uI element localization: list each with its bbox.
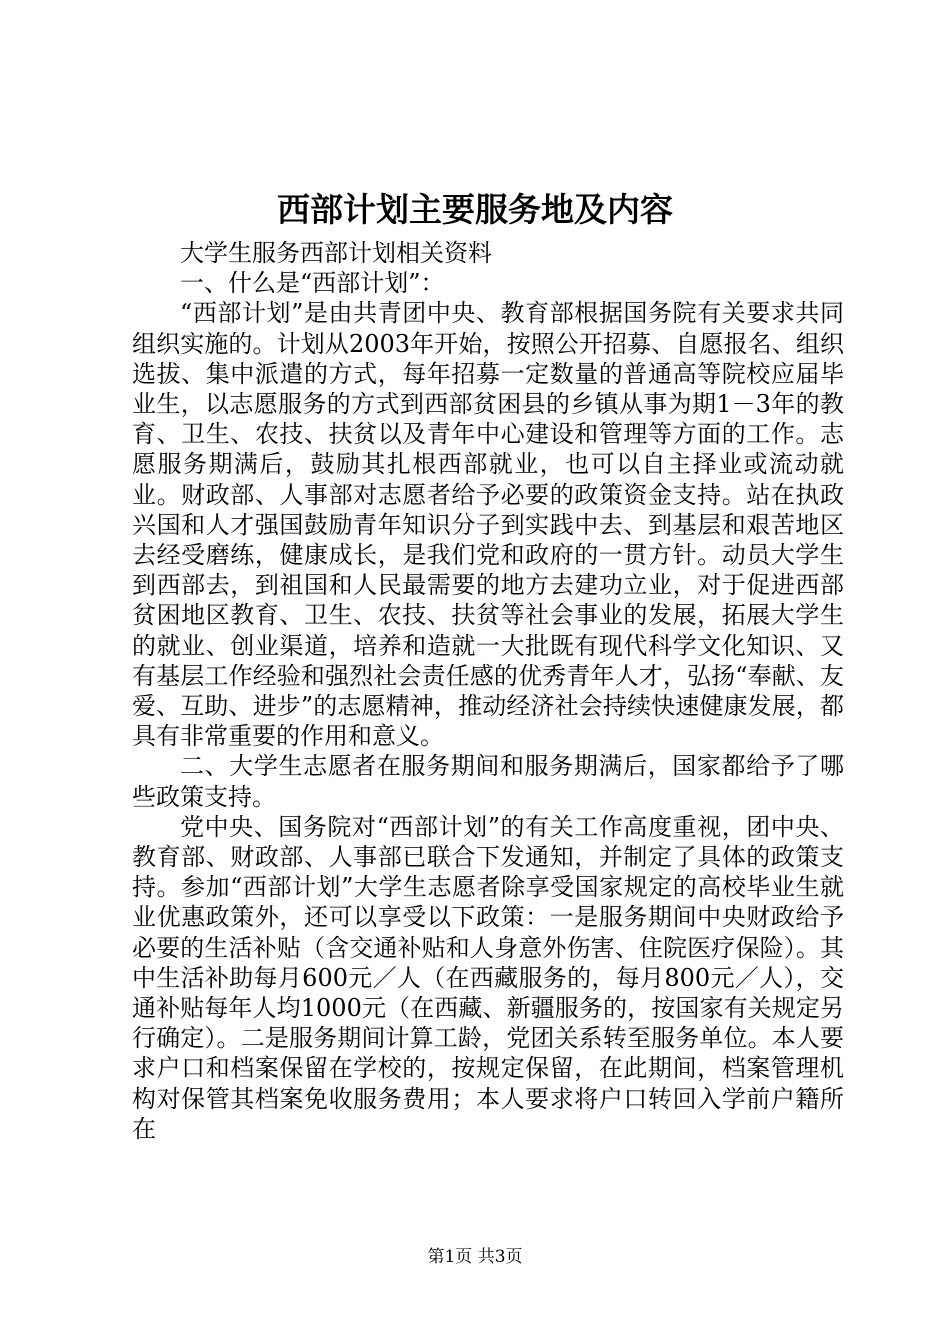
document-title: 西部计划主要服务地及内容 <box>277 190 673 229</box>
paragraph-what-is-plan: “西部计划”是由共青团中央、教育部根据国务院有关要求共同组织实施的。计划从2003年开始，按照公开招募、自愿报名、组织选拔、集中派遣的方式，每年招募一定数量的普通高等院校应届毕业生，以志愿服务的方式到西部贫困县的乡镇从事为期1－3年的教育、卫生、农技、扶贫以及青年中心建设和管理等方面的工作。志愿服务期满后，鼓励其扎根西部就业，也可以自主择业或流动就业。财政部、人事部对志愿者给予必要的政策资金支持。站在执政兴国和人才强国鼓励青年知识分子到实践中去、到基层和艰苦地区去经受磨练，健康成长，是我们党和政府的一贯方针。动员大学生到西部去，到祖国和人民最需要的地方去建功立业，对于促进西部贫困地区教育、卫生、农技、扶贫等社会事业的发展，拓展大学生的就业、创业渠道，培养和造就一大批既有现代科学文化知识、又有基层工作经验和强烈社会责任感的优秀青年人才，弘扬“奉献、友爱、互助、进步”的志愿精神，推动经济社会持续快速健康发展，都具有非常重要的作用和意义。 <box>132 299 844 751</box>
document-body <box>132 238 844 1144</box>
paragraph-policy-support: 党中央、国务院对“西部计划”的有关工作高度重视，团中央、教育部、财政部、人事部已联合下发通知，并制定了具体的政策支持。参加“西部计划”大学生志愿者除享受国家规定的高校毕业生就业优惠政策外，还可以享受以下政策：一是服务期间中央财政给予必要的生活补贴（含交通补贴和人身意外伤害、住院医疗保险）。其中生活补助每月600元／人（在西藏服务的，每月800元／人），交通补贴每年人均1000元（在西藏、新疆服务的，按国家有关规定另行确定）。二是服务期间计算工龄，党团关系转至服务单位。本人要求户口和档案保留在学校的，按规定保留，在此期间，档案管理机构对保管其档案免收服务费用；本人要求将户口转回入学前户籍所在 <box>132 812 844 1143</box>
section-heading-2: 二、大学生志愿者在服务期间和服务期满后，国家都给予了哪些政策支持。 <box>132 752 844 811</box>
page-footer: 第1页 共3页 <box>427 1247 523 1267</box>
section-heading-1: 一、什么是“西部计划”： <box>180 269 445 298</box>
paragraph-intro: 大学生服务西部计划相关资料 <box>180 239 492 267</box>
